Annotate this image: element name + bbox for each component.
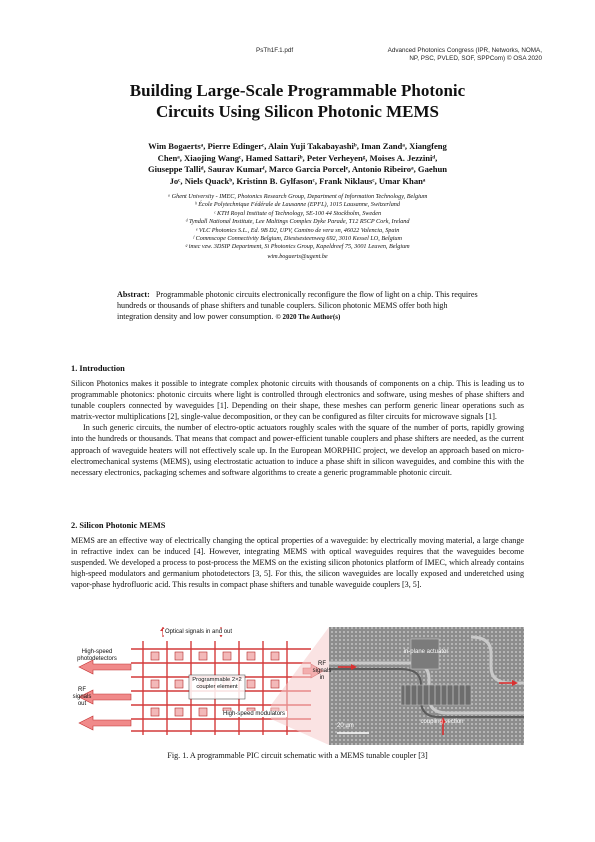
authors-line-2: Chenᵃ, Xiaojing Wangᶜ, Hamed Sattariᵇ, Peter Verheyenᵍ, Moises A. Jezziniᵈ,: [157, 152, 438, 163]
contact-email[interactable]: wim.bogaerts@ugent.be: [267, 252, 328, 260]
figure-caption: Fig. 1. A programmable PIC circuit schematic with a MEMS tunable coupler [3]: [167, 751, 428, 760]
label-rf-in: RF signals in: [312, 661, 332, 681]
abstract-label: Abstract:: [117, 290, 150, 299]
affiliations: [60, 193, 535, 261]
affiliation-a: ᵃ Ghent University - IMEC, Photonics Research Group, Department of Information Technology, Belgium: [167, 193, 428, 200]
abstract-text: Programmable photonic circuits electronically reconfigure the flow of light on a chip. This requires hundreds or thousands of phase shifters and tunable couplers. Silicon photonic MEMS offer both high integration density and low power consumption.: [117, 290, 478, 322]
authors-line-3: Giuseppe Talliᵈ, Saurav Kumarᶠ, Marco Garcia Porcelᵉ, Antonio Ribeiroᵃ, Gaehun: [147, 164, 448, 175]
title-line-1: Building Large-Scale Programmable Photonic: [129, 81, 466, 100]
introduction-paragraph-2: In such generic circuits, the number of electro-optic actuators roughly scales with the square of the number of ports, rapidly growing into the hundreds or thousands. That means that compact and power-efficient tunable couplers and phase shifters are needed, as the current approach of waveguide heaters will not effectively scale up. In the European MORPHIC project, we develop an approach based on micro-electromechanical systems (MEMS), using electrostatic actuation to induce a phase shift in silicon waveguides, and combine this with the necessary electronics, packaging schemes and software algorithms to create a generic programmable photonic circuit.: [71, 423, 524, 477]
conference-line-1: Advanced Photonics Congress (IPR, Networks, NOMA,: [387, 47, 542, 54]
affiliation-b: ᵇ École Polytechnique Fédérale de Lausanne (EPFL), 1015 Lausanne, Switzerland: [195, 201, 400, 209]
document-id: PsTh1F.1.pdf: [256, 47, 294, 54]
label-modulators: High-speed modulators: [223, 711, 286, 717]
conference-info: [355, 47, 542, 63]
mems-body: [71, 535, 524, 590]
copyright-notice: © 2020 The Author(s): [275, 313, 341, 322]
label-coupler-element: Programmable 2×2 coupler element: [192, 677, 242, 690]
affiliation-c: ᶜ KTH Royal Institute of Technology, SE-100 44 Stockholm, Sweden: [213, 209, 382, 217]
authors-line-1: Wim Bogaertsᵃ, Pierre Edingerᶜ, Alain Yuji Takabayashiᵇ, Iman Zandᵃ, Xiangfeng: [148, 141, 447, 151]
author-list: [60, 141, 535, 187]
label-in-plane-actuator: in-plane actuator: [403, 649, 449, 655]
title-line-2: Circuits Using Silicon Photonic MEMS: [155, 102, 440, 121]
label-coupling-section: coupling section: [420, 719, 464, 725]
sem-micrograph: [329, 627, 524, 745]
introduction-paragraph-1: Silicon Photonics makes it possible to integrate complex photonic circuits with thousands of components on a chip. This is leading us to programmable photonics: photonic circuits where light is controlled through electronics and software, using meshes of phase shifters and tunable couplers connected by waveguides [1]. Depending on their shape, these meshes can perform generic linear operations such as matrix-vector multiplications [2], single-value decomposition, or they can be configured as filter circuits for microwave signals [1].: [71, 379, 524, 422]
label-optical-io: Optical signals in and out: [165, 629, 233, 635]
conference-line-2: NP, PSC, PVLED, SOF, SPPCom) © OSA 2020: [409, 55, 542, 62]
abstract: [117, 289, 479, 324]
label-scale-bar: 20 µm: [337, 723, 354, 729]
paper-title: [60, 80, 535, 122]
section-heading-introduction: 1. Introduction: [71, 364, 125, 373]
affiliation-e: ᵉ VLC Photonics S.L., Ed. 9B D2, UPV, Camino de vera sn, 46022 Valencia, Spain: [195, 226, 400, 234]
authors-line-4: Joᶜ, Niels Quackᵇ, Kristinn B. Gylfasonᶜ, Frank Niklausᶜ, Umar Khanᵃ: [169, 175, 426, 186]
figure-graphic: [71, 627, 524, 745]
introduction-body: [71, 378, 524, 478]
affiliation-g: ᵍ imec vzw. 3DSIP Department, Si Photonics Group, Kapeldreef 75, 3001 Leuven, Belgium: [185, 243, 410, 251]
affiliation-f: ᶠ Commscope Connectivity Belgium, Diestsesteenweg 692, 3010 Kessel LO, Belgium: [192, 235, 402, 243]
figure-1: [71, 627, 524, 745]
affiliation-d: ᵈ Tyndall National Institute, Lee Maltings Complex Dyke Parade, T12 R5CP Cork, Ireland: [185, 218, 410, 226]
label-photodetectors: High-speed photodetectors: [77, 649, 117, 662]
mems-paragraph-1: MEMS are an effective way of electrically changing the optical properties of a waveguide: by electrically moving material, a large change in refractive index can be induced [4]. However, integrating MEMS with optical waveguides requires that the waveguides become suspended. We developed a process to post-process the MEMS on the existing silicon photonics platform of IMEC, which already contains high-speed modulators and germanium photodetectors [3, 5]. For this, the silicon waveguides are locally exposed and underetched using vapor-phase hydrofluoric acid. This results in compact phase shifters and tunable waveguide couplers [3, 5].: [71, 536, 524, 590]
label-rf-out: RF signals out: [72, 687, 92, 707]
section-heading-mems: 2. Silicon Photonic MEMS: [71, 521, 166, 530]
